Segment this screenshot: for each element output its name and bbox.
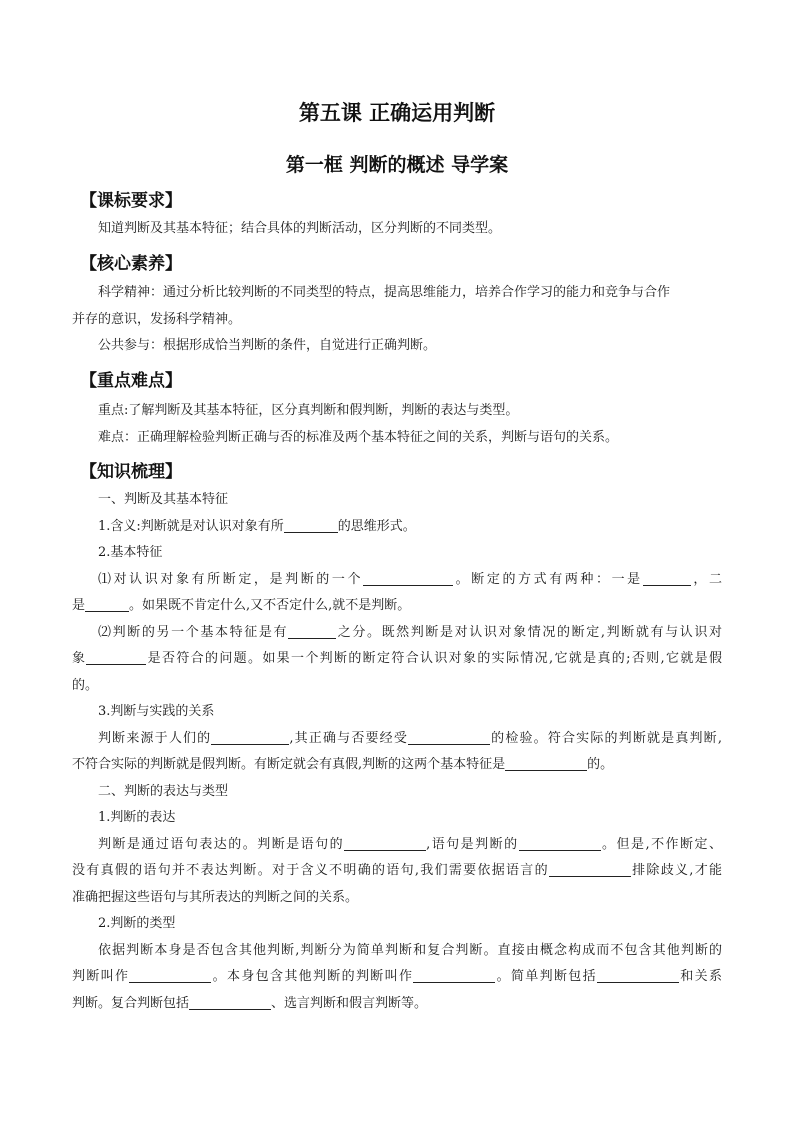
feature2-line3: 的。 (72, 677, 99, 693)
definition-line: 1.含义:判断就是对认识对象有所 的思维形式。 (98, 518, 416, 534)
types-line2: 判断叫作 。本身包含其他判断的判断叫作 。简单判断包括 和关系 (72, 969, 722, 984)
document-subtitle: 第一框 判断的概述 导学案 (285, 154, 509, 176)
fill-blank[interactable] (85, 597, 129, 612)
fill-blank[interactable] (129, 968, 211, 983)
fill-blank[interactable] (211, 730, 289, 745)
fill-blank[interactable] (597, 968, 679, 983)
fill-blank[interactable] (505, 756, 587, 771)
fill-blank[interactable] (284, 518, 338, 533)
key-points-section (72, 398, 722, 451)
expression-line2: 没有真假的语句并不表达判断。对于含义不明确的语句,我们需要依据语言的 排除歧义,才能 (72, 863, 722, 878)
feature2-line1: ⑵判断的另一个基本特征是有 之分。既然判断是对认识对象情况的断定,判断就有与认识对 (98, 624, 722, 640)
fill-blank[interactable] (288, 624, 336, 639)
expression-line1: 判断是通过语句表达的。判断是语句的 ,语句是判断的 。但是,不作断定、 (98, 836, 722, 852)
fill-blank[interactable] (549, 862, 631, 877)
fill-blank[interactable] (413, 968, 495, 983)
feature1-line2: 是 。如果既不肯定什么,又不否定什么,就不是判断。 (72, 598, 411, 613)
literacy-section (72, 280, 722, 360)
standards-section (72, 216, 722, 243)
practice-line1: 判断来源于人们的 ,其正确与否要经受 的检验。符合实际的判断就是真判断, (98, 730, 722, 746)
fill-blank[interactable] (189, 995, 271, 1010)
types-title: 2.判断的类型 (98, 916, 176, 931)
key-points-heading: 【重点难点】 (80, 371, 182, 391)
fill-blank[interactable] (363, 571, 453, 586)
fill-blank[interactable] (86, 650, 146, 665)
feature2-line2: 象 是否符合的问题。如果一个判断的断定符合认识对象的实际情况,它就是真的;否则,它就是假 (72, 651, 722, 666)
key-point: 重点:了解判断及其基本特征，区分真判断和假判断，判断的表达与类型。 (98, 403, 519, 418)
science-spirit-line2: 并存的意识，发扬科学精神。 (72, 311, 242, 327)
fill-blank[interactable] (408, 730, 490, 745)
part1-title: 一、判断及其基本特征 (98, 492, 229, 507)
difficult-point: 难点：正确理解检验判断正确与否的标准及两个基本特征之间的关系，判断与语句的关系。 (98, 429, 619, 445)
standards-heading: 【课标要求】 (80, 191, 182, 211)
fill-blank[interactable] (519, 836, 601, 851)
expression-line3: 准确把握这些语句与其所表达的判断之间的关系。 (72, 889, 359, 905)
fill-blank[interactable] (344, 836, 426, 851)
expression-title: 1.判断的表达 (98, 810, 176, 825)
types-line1: 依据判断本身是否包含其他判断,判断分为简单判断和复合判断。直接由概念构成而不包含其他判断的 (98, 942, 722, 958)
feature1-line1: ⑴对认识对象有所断定，是判断的一个 。断定的方式有两种：一是 ，二 (98, 571, 722, 587)
types-line3: 判断。复合判断包括 、选言判断和假言判断等。 (72, 995, 428, 1011)
science-spirit-line1: 科学精神：通过分析比较判断的不同类型的特点，提高思维能力，培养合作学习的能力和竞争与合作 (98, 285, 671, 300)
practice-line2: 不符合实际的判断就是假判断。有断定就会有真假,判断的这两个基本特征是 的。 (72, 757, 614, 772)
features-title: 2.基本特征 (98, 545, 163, 560)
fill-blank[interactable] (643, 571, 691, 586)
knowledge-section (72, 487, 722, 1017)
knowledge-heading: 【知识梳理】 (80, 462, 182, 482)
part2-title: 二、判断的表达与类型 (98, 783, 229, 799)
standards-text: 知道判断及其基本特征；结合具体的判断活动，区分判断的不同类型。 (98, 221, 502, 236)
document-title: 第五课 正确运用判断 (298, 101, 496, 125)
literacy-heading: 【核心素养】 (80, 254, 182, 274)
practice-title: 3.判断与实践的关系 (98, 704, 215, 719)
public-participation: 公共参与：根据形成恰当判断的条件，自觉进行正确判断。 (98, 338, 437, 353)
